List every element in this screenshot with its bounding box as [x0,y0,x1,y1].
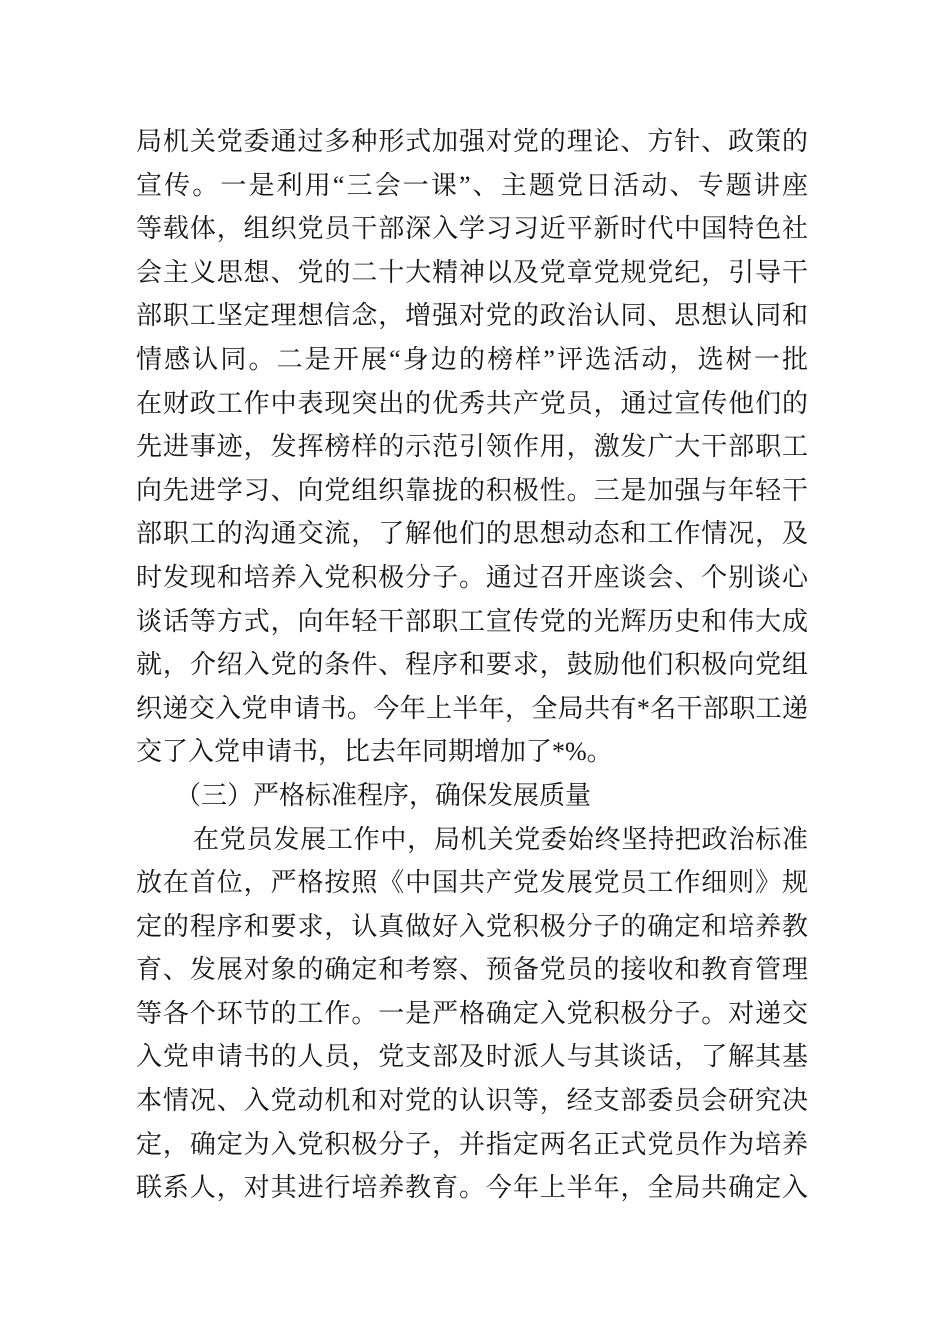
text-line: 部职工的沟通交流，了解他们的思想动态和工作情况，及 [136,519,808,549]
text-line: 入党申请书的人员，党支部及时派人与其谈话，了解其基 [136,1042,808,1072]
text-line: 局机关党委通过多种形式加强对党的理论、方针、政策的 [136,127,808,156]
text-line: 联系人，对其进行培养教育。今年上半年，全局共确定入 [136,1173,808,1203]
text-line: 先进事迹，发挥榜样的示范引领作用，激发广大干部职工 [136,432,808,462]
text-line: 织递交入党申请书。今年上半年，全局共有*名干部职工递 [136,693,808,723]
text-line: 放在首位，严格按照《中国共产党发展党员工作细则》规 [136,868,808,898]
text-line: 育、发展对象的确定和考察、预备党员的接收和教育管理 [136,955,808,985]
text-line: 定，确定为入党积极分子，并指定两名正式党员作为培养 [136,1129,808,1159]
text-line: 等各个环节的工作。一是严格确定入党积极分子。对递交 [136,998,808,1028]
text-line: 时发现和培养入党积极分子。通过召开座谈会、个别谈心 [136,562,808,592]
text-line: 在党员发展工作中，局机关党委始终坚持把政治标准 [193,824,808,854]
text-line: 就，介绍入党的条件、程序和要求，鼓励他们积极向党组 [136,650,808,680]
text-line: 会主义思想、党的二十大精神以及党章党规党纪，引导干 [136,257,808,287]
document-body [136,120,808,1210]
text-line: 本情况、入党动机和对党的认识等，经支部委员会研究决 [136,1086,808,1116]
text-line: 宣传。一是利用“三会一课”、主题党日活动、专题讲座 [136,170,808,200]
text-line: 定的程序和要求，认真做好入党积极分子的确定和培养教 [136,911,808,941]
section-heading: （三）严格标准程序，确保发展质量 [175,780,592,810]
text-line: 谈话等方式，向年轻干部职工宣传党的光辉历史和伟大成 [136,606,808,636]
text-line: 等载体，组织党员干部深入学习习近平新时代中国特色社 [136,214,808,244]
text-line: 向先进学习、向党组织靠拢的积极性。三是加强与年轻干 [136,475,808,505]
text-line: 在财政工作中表现突出的优秀共产党员，通过宣传他们的 [136,388,808,418]
text-line: 情感认同。二是开展“身边的榜样”评选活动，选树一批 [136,344,808,374]
text-line: 交了入党申请书，比去年同期增加了*%。 [136,737,613,767]
text-line: 部职工坚定理想信念，增强对党的政治认同、思想认同和 [136,301,808,331]
